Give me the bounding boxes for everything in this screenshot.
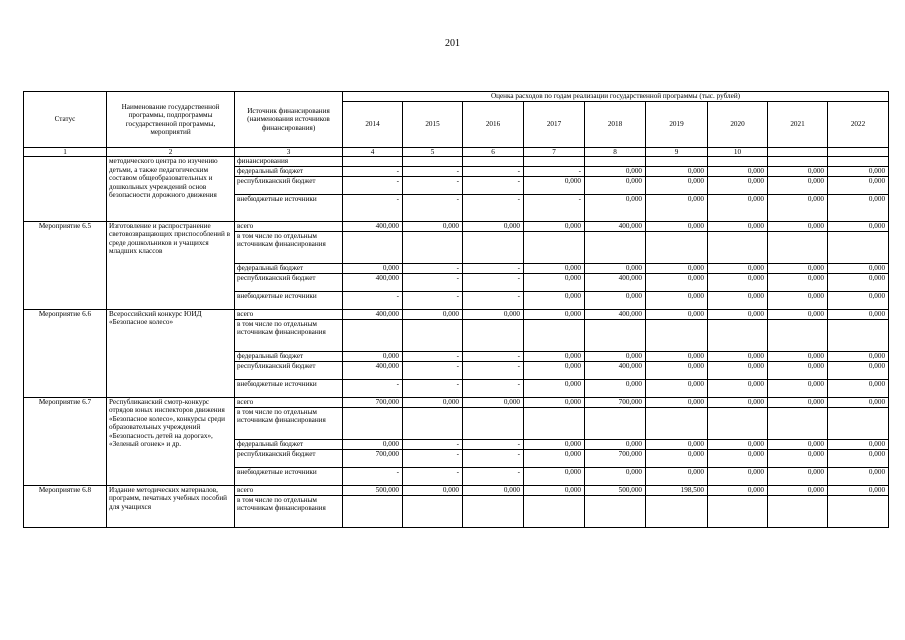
- amount-cell: [524, 157, 585, 166]
- funding-source-cell: всего: [235, 485, 343, 495]
- amount-cell: 0,000: [708, 467, 768, 485]
- amount-cell: 0,000: [463, 485, 524, 495]
- header-year: 2017: [524, 102, 585, 148]
- header-status: Статус: [24, 92, 107, 148]
- budget-table: [23, 91, 889, 528]
- amount-cell: -: [343, 379, 403, 397]
- amount-cell: [403, 319, 463, 351]
- amount-cell: 0,000: [708, 291, 768, 309]
- amount-cell: 0,000: [646, 449, 708, 467]
- amount-cell: 0,000: [524, 361, 585, 379]
- column-number: 7: [524, 148, 585, 157]
- table-header: [24, 92, 889, 157]
- amount-cell: [768, 495, 828, 527]
- amount-cell: 0,000: [828, 485, 889, 495]
- amount-cell: [343, 157, 403, 166]
- status-cell: [24, 157, 107, 221]
- amount-cell: -: [463, 291, 524, 309]
- status-cell: Мероприятие 6.5: [24, 221, 107, 309]
- amount-cell: 0,000: [708, 273, 768, 291]
- amount-cell: 0,000: [646, 166, 708, 176]
- amount-cell: -: [463, 449, 524, 467]
- amount-cell: 0,000: [524, 397, 585, 407]
- funding-source-cell: в том числе по отдельным источникам финансирования: [235, 495, 343, 527]
- funding-source-cell: в том числе по отдельным источникам финансирования: [235, 231, 343, 263]
- amount-cell: 0,000: [646, 291, 708, 309]
- header-year: 2018: [585, 102, 646, 148]
- amount-cell: 0,000: [524, 467, 585, 485]
- amount-cell: [708, 231, 768, 263]
- column-number: 8: [585, 148, 646, 157]
- amount-cell: [463, 495, 524, 527]
- amount-cell: 0,000: [463, 221, 524, 231]
- amount-cell: [585, 495, 646, 527]
- activity-name-cell: Изготовление и распространение световозвращающих приспособлений в среде дошкольников и учащихся младших классов: [107, 221, 235, 309]
- amount-cell: 0,000: [768, 194, 828, 221]
- activity-name-cell: Всероссийский конкурс ЮИД «Безопасное колесо»: [107, 309, 235, 397]
- amount-cell: 0,000: [343, 351, 403, 361]
- amount-cell: 0,000: [585, 439, 646, 449]
- amount-cell: 700,000: [343, 449, 403, 467]
- amount-cell: 0,000: [708, 263, 768, 273]
- amount-cell: 700,000: [343, 397, 403, 407]
- amount-cell: 0,000: [524, 221, 585, 231]
- amount-cell: 0,000: [768, 397, 828, 407]
- amount-cell: [768, 231, 828, 263]
- amount-cell: [403, 407, 463, 439]
- amount-cell: -: [403, 449, 463, 467]
- column-number: [768, 148, 828, 157]
- amount-cell: [403, 231, 463, 263]
- amount-cell: 0,000: [646, 221, 708, 231]
- amount-cell: 0,000: [524, 439, 585, 449]
- amount-cell: [463, 231, 524, 263]
- amount-cell: -: [403, 439, 463, 449]
- funding-source-cell: республиканский бюджет: [235, 273, 343, 291]
- amount-cell: -: [463, 166, 524, 176]
- funding-source-cell: всего: [235, 397, 343, 407]
- amount-cell: 0,000: [585, 351, 646, 361]
- amount-cell: 0,000: [768, 273, 828, 291]
- amount-cell: 0,000: [828, 166, 889, 176]
- funding-source-cell: республиканский бюджет: [235, 176, 343, 194]
- column-number-row: [24, 148, 889, 157]
- amount-cell: 0,000: [768, 351, 828, 361]
- funding-source-cell: всего: [235, 309, 343, 319]
- amount-cell: -: [403, 351, 463, 361]
- amount-cell: 400,000: [585, 273, 646, 291]
- amount-cell: [524, 495, 585, 527]
- amount-cell: -: [403, 273, 463, 291]
- amount-cell: [403, 157, 463, 166]
- status-cell: Мероприятие 6.8: [24, 485, 107, 527]
- amount-cell: 0,000: [768, 361, 828, 379]
- funding-source-cell: республиканский бюджет: [235, 361, 343, 379]
- amount-cell: 0,000: [646, 309, 708, 319]
- amount-cell: [768, 157, 828, 166]
- amount-cell: -: [463, 439, 524, 449]
- amount-cell: -: [403, 379, 463, 397]
- table-row: [24, 221, 889, 231]
- amount-cell: 0,000: [463, 397, 524, 407]
- header-year: 2021: [768, 102, 828, 148]
- amount-cell: 0,000: [768, 291, 828, 309]
- page-number: 201: [445, 38, 460, 49]
- amount-cell: 0,000: [524, 449, 585, 467]
- column-number: [828, 148, 889, 157]
- amount-cell: [708, 319, 768, 351]
- amount-cell: 0,000: [828, 397, 889, 407]
- funding-source-cell: в том числе по отдельным источникам финансирования: [235, 319, 343, 351]
- amount-cell: 0,000: [828, 467, 889, 485]
- amount-cell: 0,000: [646, 361, 708, 379]
- column-number: 1: [24, 148, 107, 157]
- amount-cell: 0,000: [585, 467, 646, 485]
- amount-cell: 400,000: [585, 309, 646, 319]
- status-cell: Мероприятие 6.6: [24, 309, 107, 397]
- amount-cell: 400,000: [585, 221, 646, 231]
- amount-cell: [585, 231, 646, 263]
- header-year: 2019: [646, 102, 708, 148]
- amount-cell: [828, 157, 889, 166]
- amount-cell: 0,000: [768, 485, 828, 495]
- amount-cell: 0,000: [463, 309, 524, 319]
- amount-cell: 0,000: [585, 166, 646, 176]
- amount-cell: 0,000: [768, 221, 828, 231]
- funding-source-cell: внебюджетные источники: [235, 194, 343, 221]
- amount-cell: [343, 319, 403, 351]
- column-number: 2: [107, 148, 235, 157]
- amount-cell: 0,000: [524, 291, 585, 309]
- amount-cell: -: [403, 291, 463, 309]
- amount-cell: 0,000: [828, 176, 889, 194]
- amount-cell: 0,000: [524, 351, 585, 361]
- amount-cell: 0,000: [828, 309, 889, 319]
- header-year: 2020: [708, 102, 768, 148]
- amount-cell: 0,000: [646, 439, 708, 449]
- amount-cell: -: [343, 291, 403, 309]
- amount-cell: 0,000: [768, 309, 828, 319]
- amount-cell: 400,000: [343, 361, 403, 379]
- header-year: 2014: [343, 102, 403, 148]
- header-year: 2022: [828, 102, 889, 148]
- amount-cell: 0,000: [828, 194, 889, 221]
- funding-source-cell: федеральный бюджет: [235, 439, 343, 449]
- column-number: 4: [343, 148, 403, 157]
- amount-cell: 700,000: [585, 449, 646, 467]
- amount-cell: -: [343, 176, 403, 194]
- amount-cell: 0,000: [403, 485, 463, 495]
- amount-cell: 0,000: [768, 449, 828, 467]
- amount-cell: 0,000: [708, 309, 768, 319]
- table-row: [24, 309, 889, 319]
- amount-cell: -: [524, 194, 585, 221]
- amount-cell: [768, 319, 828, 351]
- amount-cell: [646, 495, 708, 527]
- amount-cell: [828, 319, 889, 351]
- amount-cell: 0,000: [646, 194, 708, 221]
- amount-cell: 0,000: [524, 263, 585, 273]
- amount-cell: 500,000: [585, 485, 646, 495]
- amount-cell: -: [403, 361, 463, 379]
- amount-cell: 0,000: [646, 263, 708, 273]
- funding-source-cell: внебюджетные источники: [235, 291, 343, 309]
- funding-source-cell: финансирования: [235, 157, 343, 166]
- amount-cell: 0,000: [646, 351, 708, 361]
- amount-cell: 0,000: [708, 397, 768, 407]
- amount-cell: 0,000: [768, 166, 828, 176]
- amount-cell: 0,000: [585, 194, 646, 221]
- amount-cell: 0,000: [768, 176, 828, 194]
- funding-source-cell: республиканский бюджет: [235, 449, 343, 467]
- amount-cell: [708, 407, 768, 439]
- amount-cell: 0,000: [343, 439, 403, 449]
- amount-cell: [463, 319, 524, 351]
- amount-cell: 0,000: [524, 379, 585, 397]
- amount-cell: [828, 231, 889, 263]
- amount-cell: [708, 157, 768, 166]
- amount-cell: -: [463, 361, 524, 379]
- amount-cell: -: [403, 176, 463, 194]
- amount-cell: 400,000: [343, 309, 403, 319]
- amount-cell: -: [403, 467, 463, 485]
- amount-cell: 0,000: [403, 309, 463, 319]
- amount-cell: [524, 407, 585, 439]
- table-row: [24, 157, 889, 166]
- funding-source-cell: федеральный бюджет: [235, 263, 343, 273]
- column-number: 5: [403, 148, 463, 157]
- amount-cell: [343, 495, 403, 527]
- amount-cell: 0,000: [768, 263, 828, 273]
- amount-cell: 700,000: [585, 397, 646, 407]
- amount-cell: 0,000: [708, 361, 768, 379]
- amount-cell: [524, 231, 585, 263]
- funding-source-cell: в том числе по отдельным источникам финансирования: [235, 407, 343, 439]
- amount-cell: [646, 231, 708, 263]
- amount-cell: [708, 495, 768, 527]
- amount-cell: 400,000: [343, 273, 403, 291]
- amount-cell: 0,000: [646, 176, 708, 194]
- amount-cell: 0,000: [585, 379, 646, 397]
- amount-cell: [646, 319, 708, 351]
- amount-cell: -: [403, 166, 463, 176]
- amount-cell: -: [403, 194, 463, 221]
- amount-cell: 400,000: [343, 221, 403, 231]
- header-year: 2015: [403, 102, 463, 148]
- amount-cell: 0,000: [524, 176, 585, 194]
- amount-cell: [768, 407, 828, 439]
- amount-cell: [828, 495, 889, 527]
- amount-cell: 0,000: [524, 309, 585, 319]
- activity-name-cell: Издание методических материалов, программ, печатных учебных пособий для учащихся: [107, 485, 235, 527]
- column-number: 6: [463, 148, 524, 157]
- amount-cell: [646, 407, 708, 439]
- amount-cell: [828, 407, 889, 439]
- amount-cell: 0,000: [708, 379, 768, 397]
- amount-cell: [646, 157, 708, 166]
- amount-cell: 0,000: [708, 351, 768, 361]
- amount-cell: [343, 231, 403, 263]
- amount-cell: 0,000: [828, 273, 889, 291]
- amount-cell: -: [403, 263, 463, 273]
- funding-source-cell: федеральный бюджет: [235, 351, 343, 361]
- amount-cell: 500,000: [343, 485, 403, 495]
- amount-cell: 0,000: [646, 397, 708, 407]
- amount-cell: 0,000: [585, 176, 646, 194]
- amount-cell: 0,000: [828, 361, 889, 379]
- funding-source-cell: внебюджетные источники: [235, 467, 343, 485]
- amount-cell: 0,000: [768, 379, 828, 397]
- amount-cell: -: [463, 467, 524, 485]
- amount-cell: [403, 495, 463, 527]
- amount-cell: -: [463, 273, 524, 291]
- amount-cell: [585, 157, 646, 166]
- amount-cell: 0,000: [828, 263, 889, 273]
- amount-cell: -: [343, 467, 403, 485]
- header-name: Наименование государственной программы, подпрограммы государственной программы, мероприятий: [107, 92, 235, 148]
- amount-cell: 0,000: [646, 273, 708, 291]
- amount-cell: [524, 319, 585, 351]
- activity-name-cell: Республиканский смотр-конкурс отрядов юных инспекторов движения «Безопасное колесо», конкурсы среди образовательных учреждений «Безопасность детей на дорогах», «Зеленый огонек» и др.: [107, 397, 235, 485]
- amount-cell: 0,000: [828, 221, 889, 231]
- amount-cell: -: [463, 379, 524, 397]
- amount-cell: 0,000: [524, 485, 585, 495]
- amount-cell: 0,000: [585, 263, 646, 273]
- amount-cell: 0,000: [524, 273, 585, 291]
- funding-source-cell: всего: [235, 221, 343, 231]
- amount-cell: -: [524, 166, 585, 176]
- amount-cell: 0,000: [828, 449, 889, 467]
- header-estimate: Оценка расходов по годам реализации государственной программы (тыс. рублей): [343, 92, 889, 102]
- amount-cell: -: [463, 176, 524, 194]
- table-row: [24, 485, 889, 495]
- amount-cell: -: [343, 166, 403, 176]
- amount-cell: 0,000: [343, 263, 403, 273]
- column-number: 10: [708, 148, 768, 157]
- amount-cell: [585, 407, 646, 439]
- amount-cell: [343, 407, 403, 439]
- table-row: [24, 397, 889, 407]
- amount-cell: 0,000: [768, 467, 828, 485]
- amount-cell: 400,000: [585, 361, 646, 379]
- amount-cell: 198,500: [646, 485, 708, 495]
- amount-cell: 0,000: [403, 397, 463, 407]
- amount-cell: 0,000: [646, 467, 708, 485]
- amount-cell: 0,000: [828, 439, 889, 449]
- amount-cell: 0,000: [828, 351, 889, 361]
- header-source: Источник финансирования (наименования источников финансирования): [235, 92, 343, 148]
- amount-cell: 0,000: [708, 221, 768, 231]
- amount-cell: 0,000: [768, 439, 828, 449]
- amount-cell: 0,000: [828, 291, 889, 309]
- amount-cell: 0,000: [708, 176, 768, 194]
- amount-cell: -: [463, 263, 524, 273]
- amount-cell: 0,000: [708, 194, 768, 221]
- status-cell: Мероприятие 6.7: [24, 397, 107, 485]
- header-year: 2016: [463, 102, 524, 148]
- column-number: 9: [646, 148, 708, 157]
- funding-source-cell: внебюджетные источники: [235, 379, 343, 397]
- column-number: 3: [235, 148, 343, 157]
- amount-cell: 0,000: [708, 449, 768, 467]
- amount-cell: -: [343, 194, 403, 221]
- amount-cell: [463, 407, 524, 439]
- activity-name-cell: методического центра по изучению детьми, а также педагогическим составом общеобразовательных и дошкольных учреждений основ безопасности дорожного движения: [107, 157, 235, 221]
- amount-cell: -: [463, 194, 524, 221]
- amount-cell: [463, 157, 524, 166]
- amount-cell: 0,000: [585, 291, 646, 309]
- amount-cell: 0,000: [646, 379, 708, 397]
- amount-cell: 0,000: [403, 221, 463, 231]
- funding-source-cell: федеральный бюджет: [235, 166, 343, 176]
- amount-cell: 0,000: [708, 166, 768, 176]
- amount-cell: 0,000: [708, 485, 768, 495]
- amount-cell: 0,000: [708, 439, 768, 449]
- table-body: [24, 157, 889, 527]
- amount-cell: [585, 319, 646, 351]
- amount-cell: -: [463, 351, 524, 361]
- amount-cell: 0,000: [828, 379, 889, 397]
